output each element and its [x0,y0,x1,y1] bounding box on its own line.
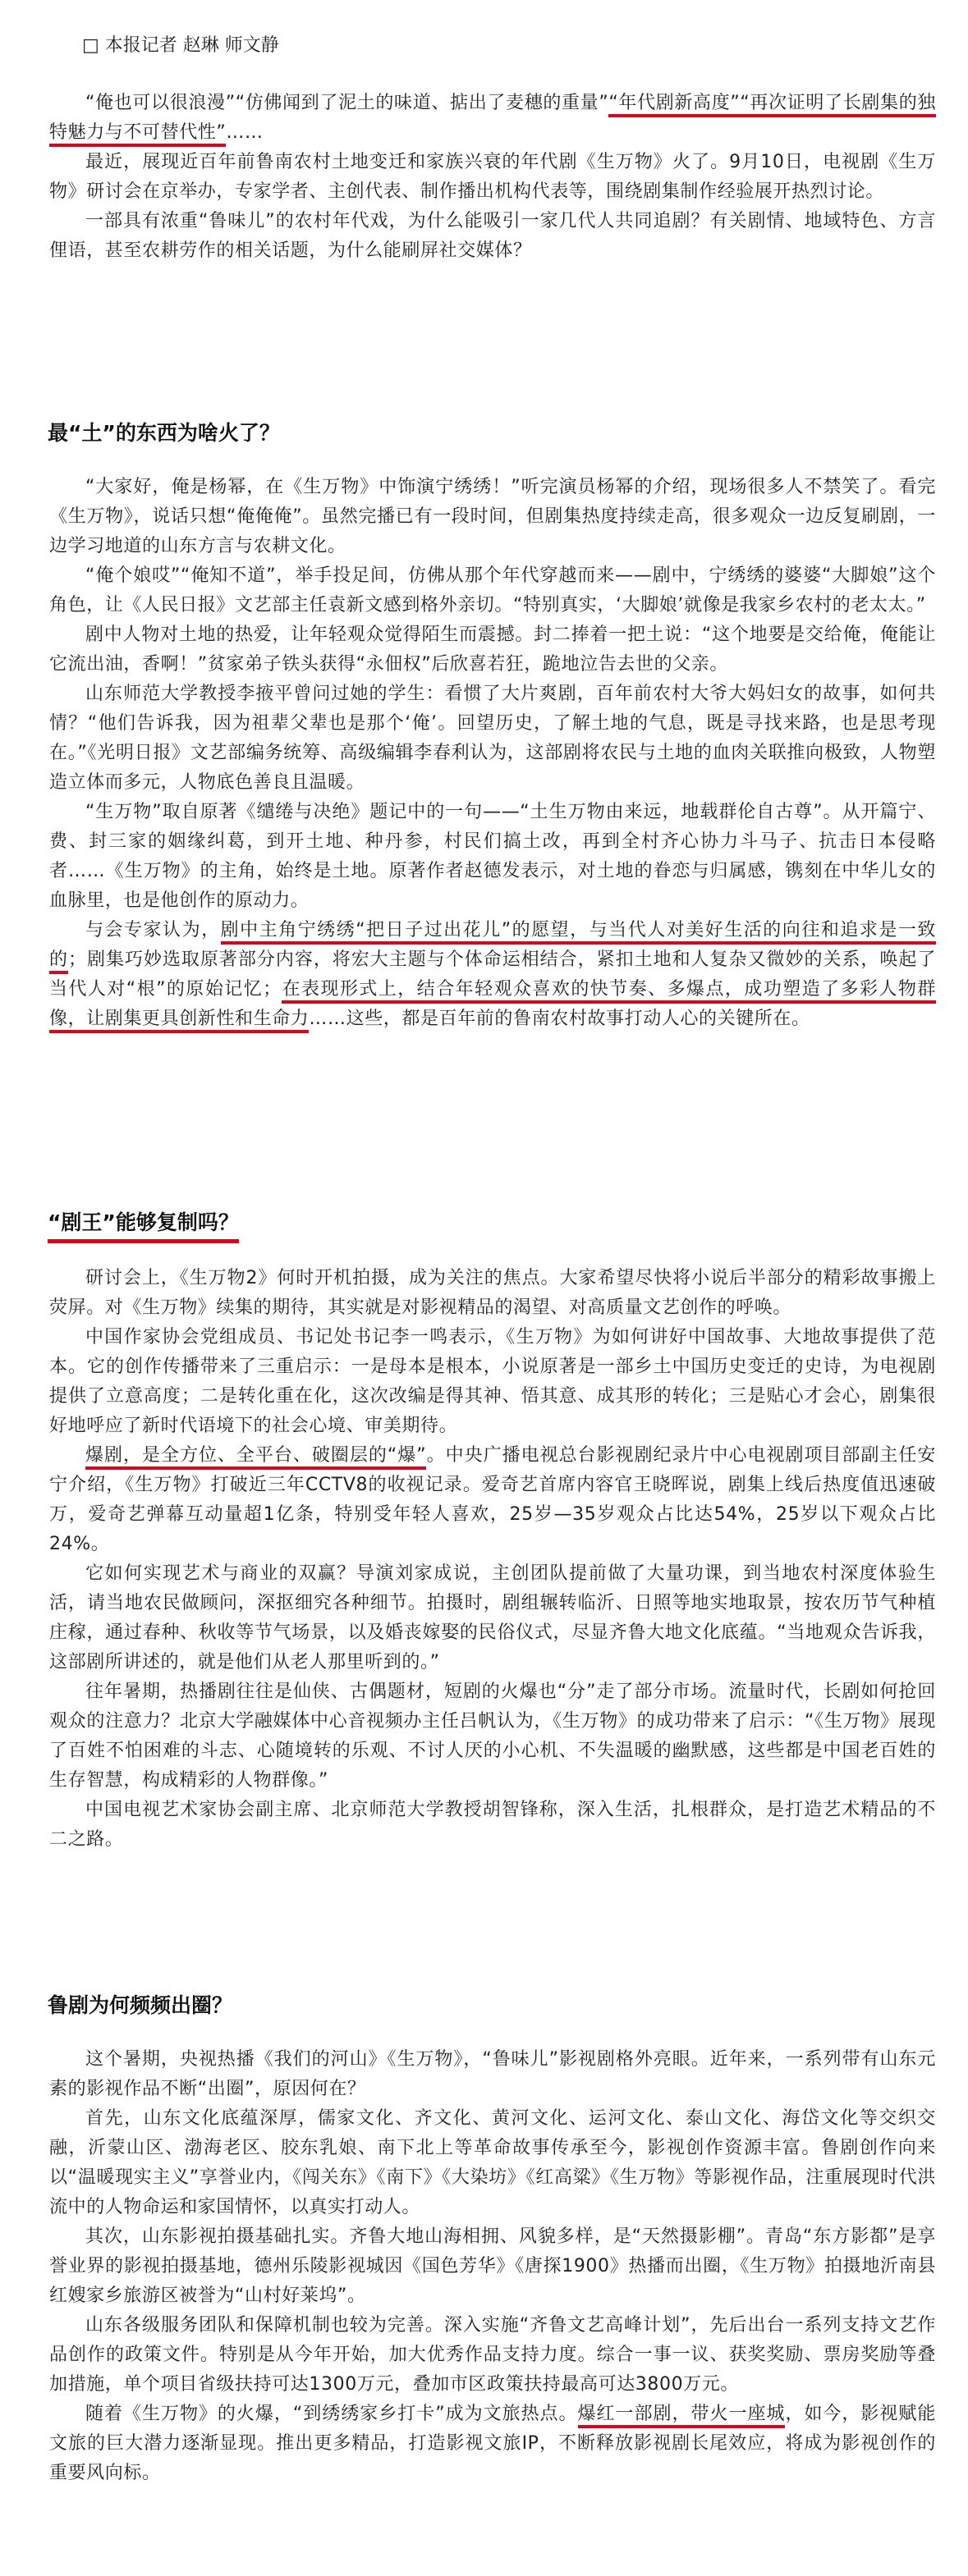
section-2-body [49,1264,936,1855]
section-1-paragraph-3: 剧中人物对土地的热爱，让年轻观众觉得陌生而震撼。封二捧着一把土说：“这个地要是交给俺，俺能让它流出油，香啊！”贫家弟子铁头获得“永佃权”后欣喜若狂，跪地泣告去世的父亲。 [49,625,936,675]
section-heading-3: 鲁剧为何频频出圈？ [48,1993,233,2017]
underlined-phrase: 爆红一部剧，带火一座城 [578,2404,786,2428]
section-2-paragraph-5: 往年暑期，热播剧往往是仙侠、古偶题材，短剧的火爆也“分”走了部分市场。流量时代，长剧如何抢回观众的注意力？北京大学融媒体中心音视频办主任吕帆认为，《生万物》的成功带来了启示：“《生万物》展现了百姓不怕困难的斗志、心随境转的乐观、不讨人厌的小心机、不失温暖的幽默感，这些都是中国老百姓的生存智慧，构成精彩的人物群像。” [49,1681,936,1791]
section-heading-2 [48,1206,239,1236]
section-heading-1: 最“土”的东西为啥火了？ [48,421,280,445]
section-2-paragraph-3: 爆剧，是全方位、全平台、破圈层的“爆”。中央广播电视总台影视剧纪录片中心电视剧项目部副主任安宁介绍，《生万物》打破近三年CCTV8的收视记录。爱奇艺首席内容官王晓晖说，剧集上线后热度值迅速破万，爱奇艺弹幕互动量超1亿条，特别受年轻人喜欢，25岁—35岁观众占比达54%，25岁以下观众占比24%。 [49,1445,936,1554]
intro-block [49,89,936,266]
byline: □ 本报记者 赵琳 师文静 [82,35,279,56]
section-1-paragraph-4: 山东师范大学教授李掖平曾问过她的学生：看惯了大片爽剧，百年前农村大爷大妈妇女的故事，如何共情？“他们告诉我，因为祖辈父辈也是那个‘俺’。回望历史，了解土地的气息，既是寻找来路，也是思考现在。”《光明日报》文艺部编务统筹、高级编辑李春利认为，这部剧将农民与土地的血肉关联推向极致，人物塑造立体而多元，人物底色善良且温暖。 [49,684,936,793]
underlined-heading: “剧王”能够复制吗？ [48,1210,239,1243]
section-3-paragraph-3: 其次，山东影视拍摄基础扎实。齐鲁大地山海相拥、风貌多样，是“天然摄影棚”。青岛“东方影都”是享誉业界的影视拍摄基地，德州乐陵影视城因《国色芳华》《唐探1900》热播而出圈，《生万物》拍摄地沂南县红嫂家乡旅游区被誉为“山村好莱坞”。 [49,2226,936,2306]
section-3-paragraph-5: 随着《生万物》的火爆，“到绣绣家乡打卡”成为文旅热点。爆红一部剧，带火一座城，如今，影视赋能文旅的巨大潜力逐渐显现。推出更多精品，打造影视文旅IP，不断释放影视剧长尾效应，将成为影视创作的重要风向标。 [49,2404,936,2483]
section-3-paragraph-2: 首先，山东文化底蕴深厚，儒家文化、齐文化、黄河文化、运河文化、泰山文化、海岱文化等交织交融，沂蒙山区、渤海老区、胶东乳娘、南下北上等革命故事传承至今，影视创作资源丰富。鲁剧创作向来以“温暖现实主义”享誉业内，《闯关东》《南下》《大染坊》《红高粱》《生万物》等影视作品，注重展现时代洪流中的人物命运和家国情怀，以真实打动人。 [49,2108,936,2217]
section-1-paragraph-6: 与会专家认为，剧中主角宁绣绣“把日子过出花儿”的愿望，与当代人对美好生活的向往和追求是一致的；剧集巧妙选取原著部分内容，将宏大主题与个体命运相结合，紧扣土地和人复杂又微妙的关系，唤起了当代人对“根”的原始记忆；在表现形式上，结合年轻观众喜欢的快节奏、多爆点，成功塑造了多彩人物群像，让剧集更具创新性和生命力……这些，都是百年前的鲁南农村故事打动人心的关键所在。 [49,916,936,1034]
underlined-phrase: 在表现形式上，结合年轻观众喜欢的快节奏、多爆点，成功塑造了多彩人物群像，让剧集更具创新性和生命力 [49,979,936,1033]
intro-paragraph-2: 最近，展现近百年前鲁南农村土地变迁和家族兴衰的年代剧《生万物》火了。9月10日，电视剧《生万物》研讨会在京举办，专家学者、主创代表、制作播出机构代表等，围绕剧集制作经验展开热烈讨论。 [49,152,936,202]
section-3-paragraph-4: 山东各级服务团队和保障机制也较为完善。深入实施“齐鲁文艺高峰计划”，先后出台一系列支持文艺作品创作的政策文件。特别是从今年开始，加大优秀作品支持力度。综合一事一议、获奖奖励、票房奖励等叠加措施，单个项目省级扶持可达1300万元，叠加市区政策扶持最高可达3800万元。 [49,2315,936,2395]
underlined-quote: “年代剧新高度”“再次证明了长剧集的独特魅力与不可替代性” [49,93,936,147]
section-2-paragraph-2: 中国作家协会党组成员、书记处书记李一鸣表示，《生万物》为如何讲好中国故事、大地故事提供了范本。它的创作传播带来了三重启示：一是母本是根本，小说原著是一部乡土中国历史变迁的史诗，为电视剧提供了立意高度；二是转化重在化，这次改编是得其神、悟其意、成其形的转化；三是贴心才会心，剧集很好地呼应了新时代语境下的社会心境、审美期待。 [49,1327,936,1436]
underlined-phrase: 爆剧，是全方位、全平台、破圈层的“爆” [85,1445,426,1470]
section-3-body [49,2045,936,2488]
section-1-paragraph-5: “生万物”取自原著《缱绻与决绝》题记中的一句——“土生万物由来远，地载群伦自古尊”。从开篇宁、费、封三家的姻缘纠葛，到开土地、种丹参，村民们搞土改，再到全村齐心协力斗马子、抗击日本侵略者……《生万物》的主角，始终是土地。原著作者赵德发表示，对土地的眷恋与归属感，镌刻在中华儿女的血脉里，也是他创作的原动力。 [49,802,936,911]
intro-paragraph-1: “俺也可以很浪漫”“仿佛闻到了泥土的味道、掂出了麦穗的重量”“年代剧新高度”“再次证明了长剧集的独特魅力与不可替代性”…… [49,89,936,148]
underlined-phrase: 剧中主角宁绣绣“把日子过出花儿”的愿望，与当代人对美好生活的向往和追求是一致的 [49,920,936,974]
section-1-body [49,473,936,1034]
section-1-paragraph-1: “大家好，俺是杨幂，在《生万物》中饰演宁绣绣！”听完演员杨幂的介绍，现场很多人不禁笑了。看完《生万物》，说话只想“俺俺俺”。虽然完播已有一段时间，但剧集热度持续走高，很多观众一边反复刷剧，一边学习地道的山东方言与农耕文化。 [49,477,936,556]
section-2-paragraph-6: 中国电视艺术家协会副主席、北京师范大学教授胡智锋称，深入生活，扎根群众，是打造艺术精品的不二之路。 [49,1800,936,1850]
intro-paragraph-3: 一部具有浓重“鲁味儿”的农村年代戏，为什么能吸引一家几代人共同追剧？有关剧情、地域特色、方言俚语，甚至农耕劳作的相关话题，为什么能刷屏社交媒体？ [49,211,936,261]
section-2-paragraph-4: 它如何实现艺术与商业的双赢？导演刘家成说，主创团队提前做了大量功课，到当地农村深度体验生活，请当地农民做顾问，深抠细究各种细节。拍摄时，剧组辗转临沂、日照等地实地取景，按农历节气种植庄稼，通过春种、秋收等节气场景，以及婚丧嫁娶的民俗仪式，尽显齐鲁大地文化底蕴。“当地观众告诉我，这部剧所讲述的，就是他们从老人那里听到的。” [49,1563,936,1672]
section-2-paragraph-1: 研讨会上，《生万物2》何时开机拍摄，成为关注的焦点。大家希望尽快将小说后半部分的精彩故事搬上荧屏。对《生万物》续集的期待，其实就是对影视精品的渴望、对高质量文艺创作的呼唤。 [49,1268,936,1318]
section-3-paragraph-1: 这个暑期，央视热播《我们的河山》《生万物》，“鲁味儿”影视剧格外亮眼。近年来，一系列带有山东元素的影视作品不断“出圈”，原因何在？ [49,2049,936,2099]
section-1-paragraph-2: “俺个娘哎”“俺知不道”，举手投足间，仿佛从那个年代穿越而来——剧中，宁绣绣的婆婆“大脚娘”这个角色，让《人民日报》文艺部主任袁新文感到格外亲切。“特别真实，‘大脚娘’就像是我家乡农村的老太太。” [49,565,936,615]
